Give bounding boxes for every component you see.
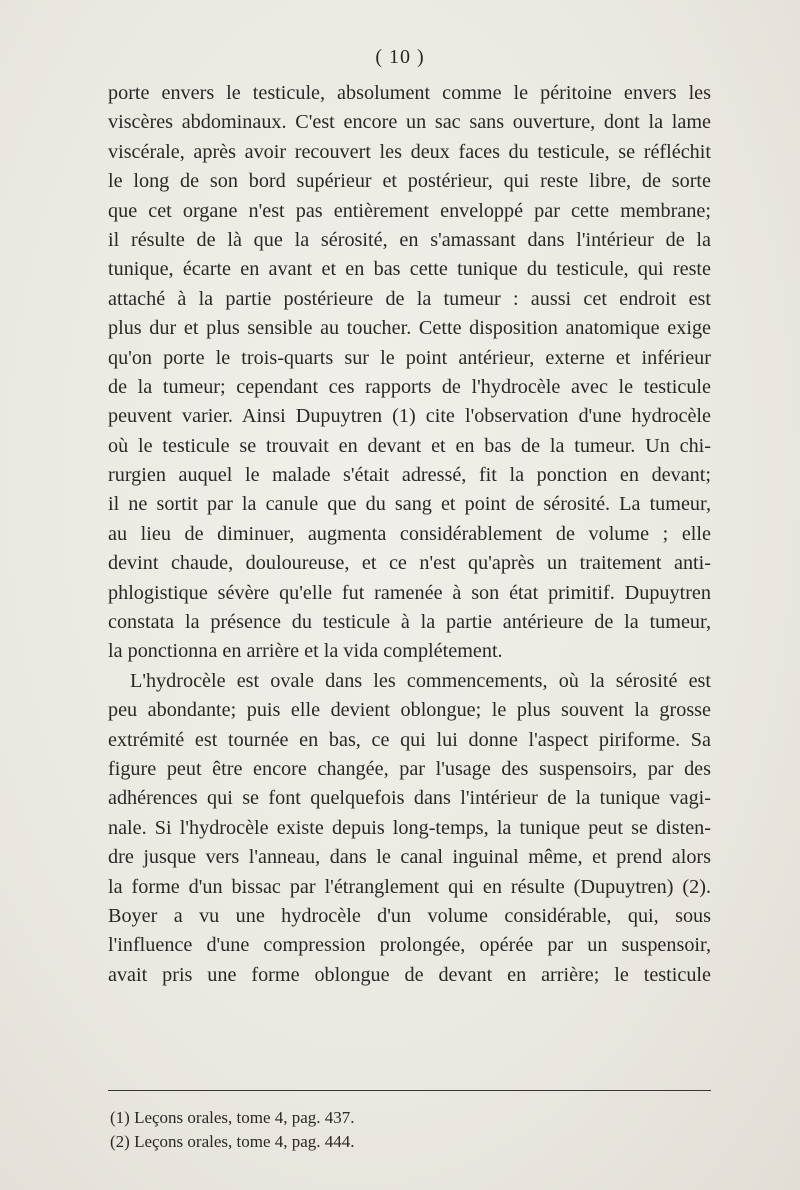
text-line: le long de son bord supérieur et postérieur, qui reste libre, de sorte xyxy=(108,170,711,193)
text-line: viscérale, après avoir recouvert les deux faces du testicule, se réfléchit xyxy=(108,140,711,163)
text-line: avait pris une forme oblongue de devant en arrière; le testicule xyxy=(108,963,711,986)
footnotes xyxy=(108,1106,711,1154)
text-line: constata la présence du testicule à la partie antérieure de la tumeur, xyxy=(108,611,711,634)
text-line: peuvent varier. Ainsi Dupuytren (1) cite l'observation d'une hydrocèle xyxy=(108,405,711,428)
text-line: plus dur et plus sensible au toucher. Cette disposition anatomique exige xyxy=(108,317,711,340)
text-line: l'influence d'une compression prolongée, opérée par un suspensoir, xyxy=(108,934,711,957)
text-line: extrémité est tournée en bas, ce qui lui donne l'aspect piriforme. Sa xyxy=(108,728,711,751)
text-line: attaché à la partie postérieure de la tumeur : aussi cet endroit est xyxy=(108,287,711,310)
footnote-separator xyxy=(108,1090,711,1091)
text-line: devint chaude, douloureuse, et ce n'est qu'après un traitement anti- xyxy=(108,552,711,575)
text-line: la forme d'un bissac par l'étranglement qui en résulte (Dupuytren) (2). xyxy=(108,875,711,898)
text-line: figure peut être encore changée, par l'usage des suspensoirs, par des xyxy=(108,757,711,780)
text-line: qu'on porte le trois-quarts sur le point antérieur, externe et inférieur xyxy=(108,346,711,369)
text-line: peu abondante; puis elle devient oblongue; le plus souvent la grosse xyxy=(108,699,711,722)
text-line: tunique, écarte en avant et en bas cette tunique du testicule, qui reste xyxy=(108,258,711,281)
text-line: L'hydrocèle est ovale dans les commencements, où la sérosité est xyxy=(130,669,711,692)
text-line: il résulte de là que la sérosité, en s'amassant dans l'intérieur de la xyxy=(108,228,711,251)
text-line: où le testicule se trouvait en devant et en bas de la tumeur. Un chi- xyxy=(108,434,711,457)
text-line: la ponctionna en arrière et la vida complétement. xyxy=(108,640,503,663)
text-line: dre jusque vers l'anneau, dans le canal inguinal même, et prend alors xyxy=(108,846,711,869)
text-line: adhérences qui se font quelquefois dans l'intérieur de la tunique vagi- xyxy=(108,787,711,810)
text-line: rurgien auquel le malade s'était adressé, fit la ponction en devant; xyxy=(108,464,711,487)
page-number: ( 10 ) xyxy=(375,46,425,68)
text-line: viscères abdominaux. C'est encore un sac sans ouverture, dont la lame xyxy=(108,111,711,134)
footnote: (2) Leçons orales, tome 4, pag. 444. xyxy=(110,1132,355,1151)
text-line: il ne sortit par la canule que du sang et point de sérosité. La tumeur, xyxy=(108,493,711,516)
text-line: de la tumeur; cependant ces rapports de l'hydrocèle avec le testicule xyxy=(108,375,711,398)
text-line: que cet organe n'est pas entièrement enveloppé par cette membrane; xyxy=(108,199,711,222)
text-line: nale. Si l'hydrocèle existe depuis long-temps, la tunique peut se disten- xyxy=(108,816,711,839)
text-line: phlogistique sévère qu'elle fut ramenée à son état primitif. Dupuytren xyxy=(108,581,711,604)
body-text xyxy=(108,79,711,990)
text-line: au lieu de diminuer, augmenta considérablement de volume ; elle xyxy=(108,522,711,545)
text-line: porte envers le testicule, absolument comme le péritoine envers les xyxy=(108,82,711,104)
footnote: (1) Leçons orales, tome 4, pag. 437. xyxy=(110,1108,355,1127)
text-line: Boyer a vu une hydrocèle d'un volume considérable, qui, sous xyxy=(108,904,711,927)
